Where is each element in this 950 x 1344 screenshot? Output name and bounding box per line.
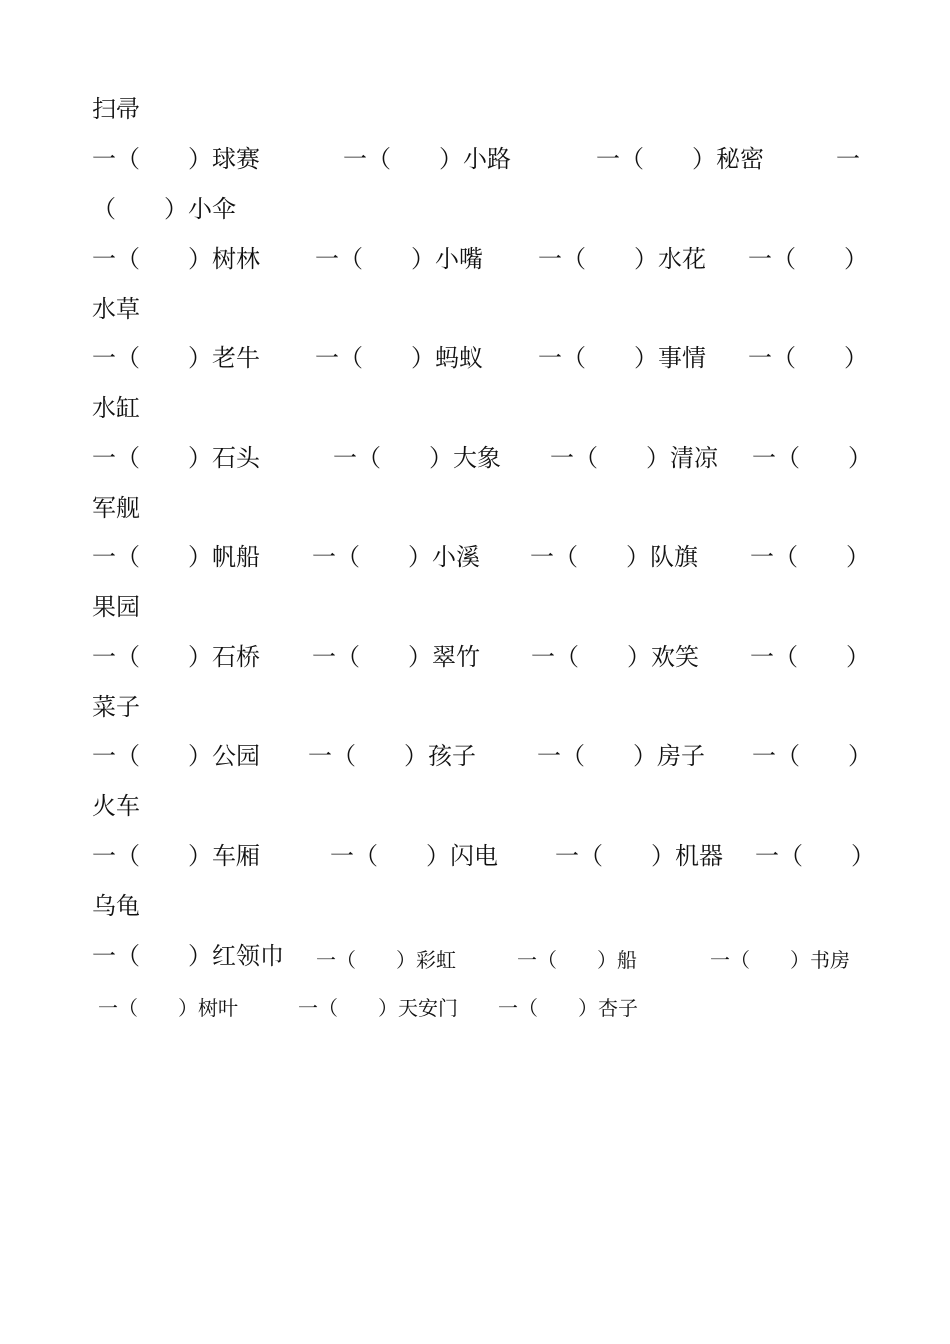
word-blank: 一（ ）彩虹 <box>316 948 456 972</box>
word-blank: 一（ ）帆船 <box>92 543 260 571</box>
word: 军舰 <box>92 494 140 522</box>
word-blank: 一（ ）杏子 <box>498 996 638 1020</box>
word-blank: 一 <box>836 145 860 173</box>
word: 果园 <box>92 593 140 621</box>
text-line <box>0 393 950 423</box>
word-blank: 一（ ）天安门 <box>298 996 458 1020</box>
word-blank: 一（ ）船 <box>517 948 637 972</box>
word-blank: 一（ ）水花 <box>538 245 706 273</box>
word-blank: 一（ ）石桥 <box>92 643 260 671</box>
text-line <box>0 642 950 672</box>
word-blank: 一（ ）小路 <box>343 145 511 173</box>
word-blank: 一（ ）车厢 <box>92 842 260 870</box>
text-line <box>0 891 950 921</box>
word-blank: 一（ ）红领巾 <box>92 942 284 970</box>
word-blank: 一（ ）房子 <box>537 742 705 770</box>
word-blank: 一（ ）球赛 <box>92 145 260 173</box>
word-blank: 一（ ） <box>748 245 868 273</box>
word: 水缸 <box>92 394 140 422</box>
word: 水草 <box>92 295 140 323</box>
word-blank: 一（ ）欢笑 <box>531 643 699 671</box>
text-line <box>0 493 950 523</box>
text-line <box>0 244 950 274</box>
word: 火车 <box>92 792 140 820</box>
word-blank: 一（ ）秘密 <box>596 145 764 173</box>
text-line <box>0 144 950 174</box>
word-blank: 一（ ）小嘴 <box>315 245 483 273</box>
word-blank: 一（ ）小溪 <box>312 543 480 571</box>
word-blank: （ ）小伞 <box>92 195 236 223</box>
word-blank: 一（ ） <box>752 742 872 770</box>
word-blank: 一（ ）闪电 <box>330 842 498 870</box>
word: 乌龟 <box>92 892 140 920</box>
word-blank: 一（ ） <box>750 543 870 571</box>
text-line <box>0 841 950 871</box>
word-blank: 一（ ） <box>752 444 872 472</box>
word-blank: 一（ ）公园 <box>92 742 260 770</box>
text-line <box>0 194 950 224</box>
word-blank: 一（ ）树林 <box>92 245 260 273</box>
word-blank: 一（ ） <box>750 643 870 671</box>
word-blank: 一（ ）大象 <box>333 444 501 472</box>
word-blank: 一（ ）队旗 <box>530 543 698 571</box>
word-blank: 一（ ）老牛 <box>92 344 260 372</box>
word-blank: 一（ ） <box>755 842 875 870</box>
text-line <box>0 993 950 1023</box>
word: 扫帚 <box>92 95 140 123</box>
word-blank: 一（ ）石头 <box>92 444 260 472</box>
text-line <box>0 692 950 722</box>
text-line <box>0 443 950 473</box>
word-blank: 一（ ）清凉 <box>550 444 718 472</box>
word-blank: 一（ ）翠竹 <box>312 643 480 671</box>
word-blank: 一（ ）书房 <box>710 948 850 972</box>
text-line <box>0 941 950 971</box>
word: 菜子 <box>92 693 140 721</box>
word-blank: 一（ ） <box>748 344 868 372</box>
text-line <box>0 294 950 324</box>
word-blank: 一（ ）蚂蚁 <box>315 344 483 372</box>
text-line <box>0 94 950 124</box>
text-line <box>0 791 950 821</box>
word-blank: 一（ ）树叶 <box>98 996 238 1020</box>
text-line <box>0 542 950 572</box>
word-blank: 一（ ）事情 <box>538 344 706 372</box>
word-blank: 一（ ）孩子 <box>308 742 476 770</box>
text-line <box>0 741 950 771</box>
word-blank: 一（ ）机器 <box>555 842 723 870</box>
text-line <box>0 343 950 373</box>
text-line <box>0 592 950 622</box>
